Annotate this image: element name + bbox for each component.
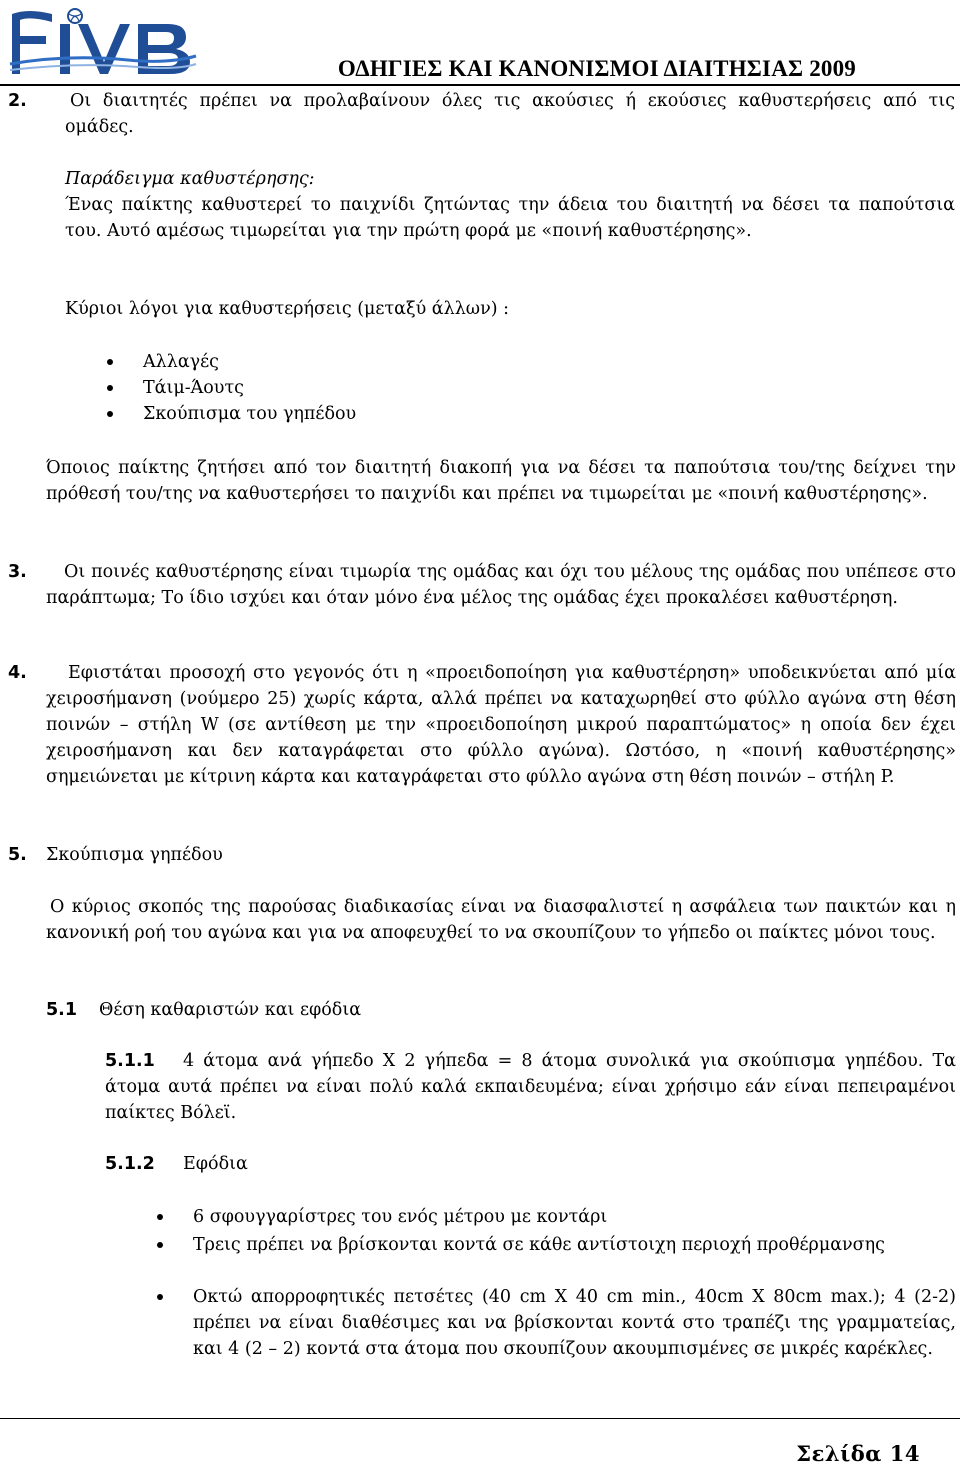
bullet-icon [107,411,113,417]
section-5-number: 5. [8,845,27,865]
section-5-1-title: Θέση καθαριστών και εφόδια [99,1000,362,1020]
supply-item: Τρεις πρέπει να βρίσκονται κοντά σε κάθε αντίστοιχη περιοχή προθέρμανσης [193,1235,885,1255]
supply-item: 6 σφουγγαρίστρες του ενός μέτρου με κοντάρι [193,1207,608,1227]
section-5-title: Σκούπισμα γηπέδου [46,845,223,865]
header-rule [0,84,960,86]
footer-rule [0,1418,960,1419]
fivb-logo [8,4,198,80]
section-2-number: 2. [8,91,27,111]
section-5-1-1-text: 4 άτομα ανά γήπεδο X 2 γήπεδα = 8 άτομα συνολικά για σκούπισμα γηπέδου. Τα άτομα αυτά πρέπει να είναι πολύ καλά εκπαιδευμένα; είναι χρήσιμο εάν είναι πεπειραμένοι παίκτες Βόλεϊ. [105,1051,956,1123]
section-5-1-number: 5.1 [46,1000,78,1020]
section-3-text: Οι ποινές καθυστέρησης είναι τιμωρία της ομάδας και όχι του μέλους της ομάδας που υπέπεσε στο παράπτωμα; Το ίδιο ισχύει και όταν μόνο ένα μέλος της ομάδας έχει προκαλέσει καθυστέρηση. [46,562,956,608]
example-label: Παράδειγμα καθυστέρησης: [65,169,315,189]
section-4-text: Εφιστάται προσοχή στο γεγονός ότι η «προειδοποίηση για καθυστέρηση» υποδεικνύεται από μία χειροσήμανση (νούμερο 25) χωρίς κάρτα, αλλά πρέπει να καταχωρηθεί στο φύλλο αγώνα στη θέση ποινών – στήλη W (σε αντίθεση με την «προειδοποίηση μικρού παραπτώματος» η οποία δεν έχει χειροσήμανση και δεν καταγράφεται στο φύλλο αγώνα). Ωστόσο, η «ποινή καθυστέρησης» σημειώνεται με κίτρινη κάρτα και καταγράφεται στο φύλλο αγώνα στη θέση ποινών – στήλη P. [46,663,956,787]
section-2-text: Οι διαιτητές πρέπει να προλαβαίνουν όλες τις ακούσιες ή εκούσιες καθυστερήσεις από τις ομάδες. [65,91,955,137]
reason-item: Τάιμ-Άουτς [143,378,244,398]
section-2-closing: Όποιος παίκτης ζητήσει από τον διαιτητή διακοπή για να δέσει τα παπούτσια του/της δείχνει την πρόθεσή του/της να καθυστερήσει το παιχνίδι και πρέπει να τιμωρείται με «ποινή καθυστέρησης». [46,458,956,504]
reason-item: Σκούπισμα του γηπέδου [143,404,357,424]
section-4-number: 4. [8,663,27,683]
document-title: ΟΔΗΓΙΕΣ ΚΑΙ ΚΑΝΟΝΙΣΜΟΙ ΔΙΑΙΤΗΣΙΑΣ 2009 [337,56,856,81]
bullet-icon [157,1294,163,1300]
reason-item: Αλλαγές [143,352,219,372]
supply-item: Οκτώ απορροφητικές πετσέτες (40 cm X 40 cm min., 40cm X 80cm max.); 4 (2-2) πρέπει να είναι διαθέσιμες και να βρίσκονται κοντά στο τραπέζι της γραμματείας, και 4 (2 – 2) κοντά στα άτομα που σκουπίζουν ακουμπισμένες σε μικρές καρέκλες. [193,1287,956,1359]
section-3-number: 3. [8,562,27,582]
reasons-intro: Κύριοι λόγοι για καθυστερήσεις (μεταξύ άλλων) : [65,299,510,319]
bullet-icon [157,1242,163,1248]
section-5-1-1-number: 5.1.1 [105,1051,155,1071]
bullet-icon [107,359,113,365]
section-5-1-2-number: 5.1.2 [105,1154,155,1174]
bullet-icon [107,385,113,391]
example-text: Ένας παίκτης καθυστερεί το παιχνίδι ζητώντας την άδεια του διαιτητή να δέσει τα παπούτσια του. Αυτό αμέσως τιμωρείται για την πρώτη φορά με «ποινή καθυστέρησης». [65,195,955,241]
section-5-1-2-title: Εφόδια [183,1154,248,1174]
bullet-icon [157,1214,163,1220]
section-5-text: Ο κύριος σκοπός της παρούσας διαδικασίας είναι να διασφαλιστεί η ασφάλεια των παικτών και η κανονική ροή του αγώνα και για να αποφευχθεί το να σκουπίζουν το γήπεδο οι παίκτες μόνοι τους. [46,897,956,943]
page-number: Σελίδα 14 [796,1441,920,1466]
